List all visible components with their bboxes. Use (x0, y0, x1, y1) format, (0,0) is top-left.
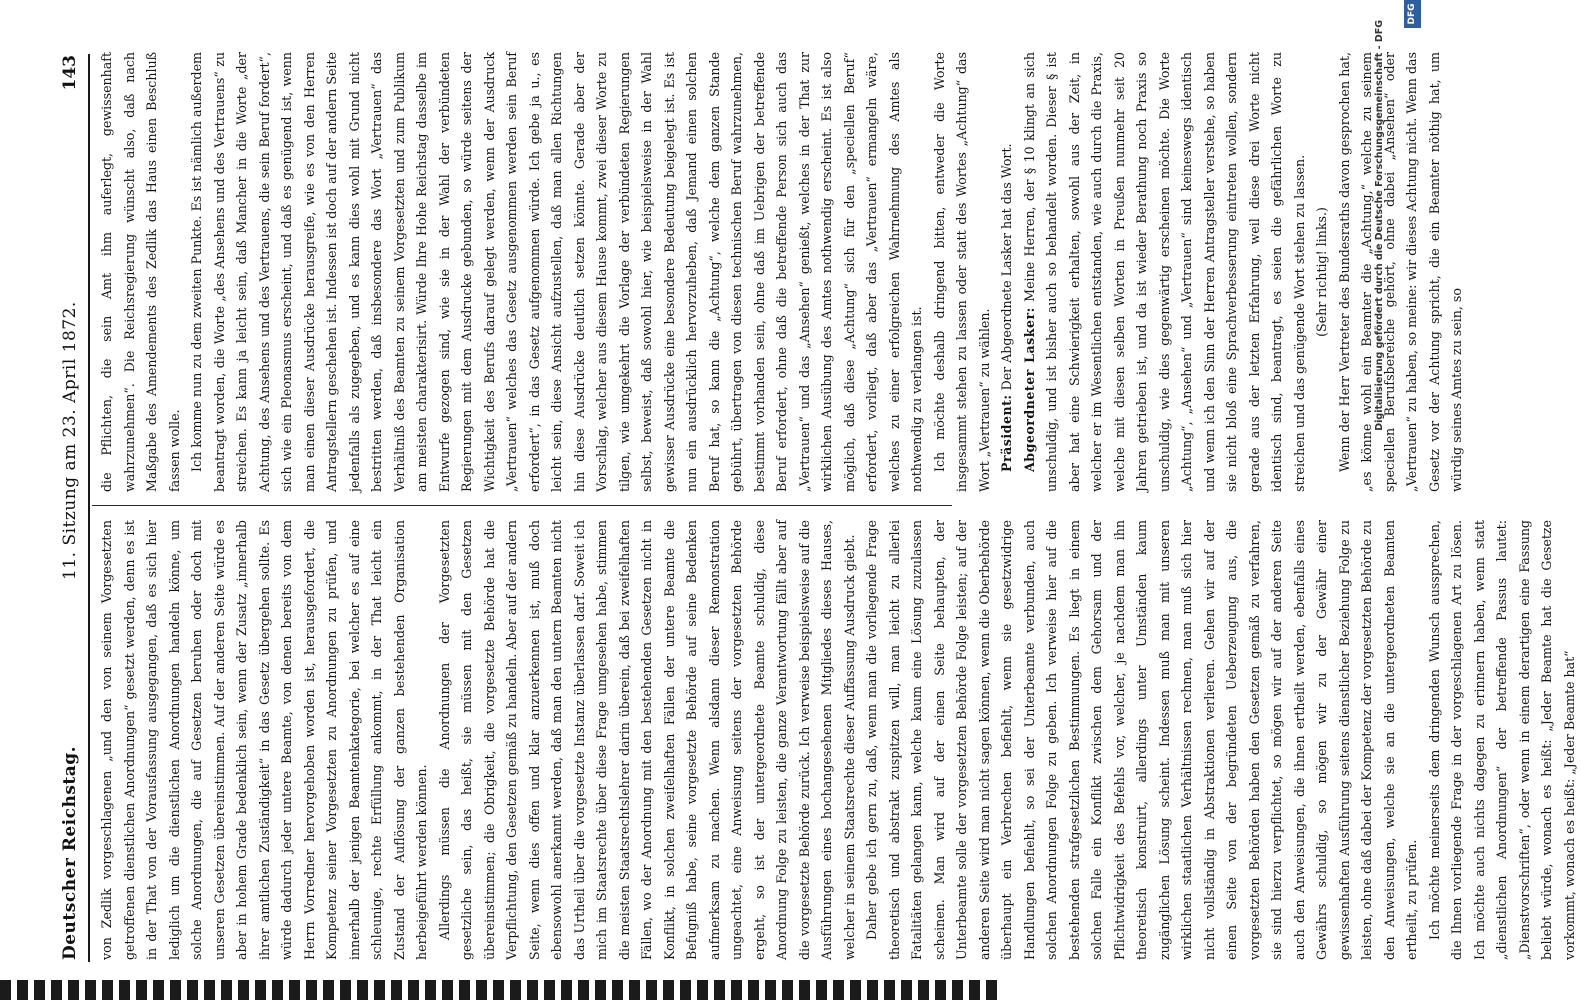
dfg-logo: DFG (1404, 0, 1421, 28)
paragraph: Ich möchte deshalb dringend bitten, entweder die Worte insgesammt stehen zu lassen oder statt des Wortes „Achtung“ das Wort „Vertrauen“ zu wählen. (931, 52, 992, 492)
paragraph: Wenn der Herr Vertreter des Bundesraths davon gesprochen hat, „es könne wohl ein Beamter die „Achtung,“ welche zu seinem speciellen Berufsbereiche gehört, ohne dabei „Ansehen“ oder „Vertrauen“ zu haben, so meine: wir dieses Achtung nicht. Wenn das Gesetz vor der Achtung spricht, die ein Beamter nöthig hat, um würdig seines Amtes zu sein, so (1336, 52, 1464, 492)
paragraph-text: Meine Herren, der § 10 klingt an sich unschuldig, und ist bisher auch so behandelt worden. Dieser § ist aber hat eine Schwierigkeit erhalten, sowohl aus der Zeit, in welcher er im Wesentlichen entstanden, wie auch durch die Praxis, welche mit diesen selben Worten in Preußen nunmehr seit 20 Jahren getrieben ist, und da ist wieder Berathung noch Praxis so unschuldig, wie dies gegenwärtig erscheinen möchte. Die Worte „Achtung“, „Ansehen“ und „Vertrauen“ sind keineswegs identisch und wenn ich den Sinn der Herren Antragsteller verstehe, so haben sie nicht bloß eine Sprachverbesserung eintreten wollen, sondern gerade aus der letzten Erfahrung, weil diese drei Worte nicht identisch sind, beantragt, es seien die gefährlichen Worte zu streichen und das genügende Wort stehen zu lassen. (1021, 52, 1307, 492)
publication-title: Deutscher Reichstag. (60, 745, 80, 960)
paragraph: von Zedlik vorgeschlagenen „und den von seinem Vorgesetzten getroffenen dienstlichen Anordnungen“ gesetzt werden, denn es ist in der That von der Vorausfassung ausgegangen, daß es sich hier lediglich um die dienstlichen Anordnungen handeln könne, um solche Anordnungen, die auf Gesetzen beruhen oder doch mit unseren Gesetzen übereinstimmen. Auf der anderen Seite würde es aber in hohem Grade bedenklich sein, wenn der Zusatz „innerhalb ihrer amtlichen Zuständigkeit“ in das Gesetz übergehen sollte. Es würde dadurch jeder untere Beamte, von denen bereits von dem Herrn Vorredner hervorgehoben worden ist, herausgefordert, die Kompetenz seiner Vorgesetzten zu Anordnungen zu prüfen, und innerhalb der jenigen Beamtenkategorie, bei welcher es auf eine schleunige, rechte Erfüllung ankommt, in der That leicht ein Zustand der Auflösung der ganzen bestehenden Organisation herbeigeführt werden können. (99, 520, 429, 960)
paragraph: Daher gebe ich gern zu, daß, wenn man die vorliegende Frage theoretisch und abstrakt zuspitzen will, man leicht zu allerlei Fatalitäten gelangen kann, welche kaum eine Lösung zuzulassen scheinen. Man wird auf der einen Seite behaupten, der Unterbeamte solle der vorgesetzten Behörde Folge leisten; auf der anderen Seite wird man nicht sagen können, wenn die Oberbehörde überhaupt ein Verbrechen befiehlt, wenn sie gesetzwidrige Handlungen befiehlt, so sei der Unterbeamte verbunden, auch solchen Anordnungen Folge zu geben. Ich verweise hier auf die bestehenden strafgesetzlichen Bestimmungen. Es liegt in einem solchen Falle ein Konflikt zwischen dem Gehorsam und der Pflichtwidrigkeit des Befehls vor, welcher, je nachdem man ihn theoretisch konstruirt, allerdings unter Umständen kaum zugänglichen Lösung scheint. Indessen muß man mit unseren wirklichen staatlichen Verhältnissen rechnen, man muß sich hier nicht vollständig in Abstraktionen verlieren. Gehen wir auf der einen Seite von der begründeten Ueberzeugung aus, die vorgesetzten Behörden haben den Gesetzen gemäß zu verfahren, sie sind hierzu verpflichtet, so mögen wir auf der anderen Seite auch den Anweisungen, die ihnen ertheilt werden, ebenfalls eines Gewährs schuldig, so mögen wir zu der Gewähr einer gewissenhaften Ausführung seitens dienstlicher Beziehung Folge zu leisten, ohne daß dabei der Kompetenz der vorgesetzten Behörde zu den Anweisungen, welche sie an die untergeordneten Beamten ertheilt, zu prüfen. (864, 520, 1419, 960)
session-date: 11. Sitzung am 23. April 1872. (60, 301, 80, 580)
speaker-name: Präsident: (999, 394, 1014, 472)
digitization-note: Digitalisierung gefördert durch die Deutsche Forschungsgemeinschaft - DFG (1374, 20, 1385, 431)
paragraph: Ich komme nun zu dem zweiten Punkte. Es ist nämlich außerdem beantragt worden, die Worte „des Ansehens und des Vertrauens“ zu streichen. Es kann ja leicht sein, daß Mancher in die Worte „der Achtung, des Ansehens und des Vertrauens, die sein Beruf fordert“, sich wie ein Pleonasmus erscheint, und daß es genügend ist, wenn man einen dieser Ausdrücke herausgreife, wie es von den Herren Antragstellern geschehen ist. Indessen ist doch auf der andern Seite jedenfalls als zugegeben, und es kann dies wohl mit Grund nicht bestritten werden, daß insbesondere das Wort „Vertrauen“ das Verhältniß des Beamten zu seinem Vorgesetzten und zum Publikum am meisten charakterisirt. Würde Ihre Hohe Reichstag dasselbe im Entwurfe gezogen sind, wie sie in der Wahl der verbündeten Regierungen mit dem Ausdrucke gebunden, so würde seitens der Wichtigkeit des Berufs darauf gelegt werden, wenn der Ausdruck „Vertrauen“ welches das Gesetz ausgenommen werden sein Beruf erfordert“, in das Gesetz aufgenommen würde. Ich gebe ja u., es leicht sein, diese Ansicht aufzustellen, daß man allen Richtungen hin diese Ausdrücke deutlich setzen könnte. Gerade aber der Vorschlag, welcher aus diesem Hause kommt, zwei dieser Worte zu tilgen, wie umgekehrt die Vorlage der verbündeten Regierungen selbst, beweist, daß sowohl hier, wie beispielsweise in der Wahl gewisser Ausdrücke eine besondere Bedeutung beigelegt ist. Es ist nun ein ausdrücklich hervorzuheben, daß Jemand einen solchen Beruf hat, so kann die „Achtung“, welche dem ganzen Stande gebührt, übertragen von diesen technischen Beruf wahrzunehmen, bestimmt vorhanden sein, ohne daß im Uebrigen der betreffende Beruf erfordert, ohne daß die betreffende Person sich auch das „Vertrauen“ und das „Ansehen“ genießt, welches in der That zur wirklichen Ausübung des Amtes nothwendig erscheint. Es ist also möglich, daß diese „Achtung“ sich für den „speciellen Beruf“ erfordert, vorliegt, daß aber das „Vertrauen“ ermangeln wäre, welches zu einer erfolgreichen Wahrnehmung des Amtes als nothwendig zu verlangen ist. (189, 52, 924, 492)
speaker-name: Abgeordneter Lasker: (1021, 307, 1037, 472)
paragraph: (Sehr richtig! links.) (1314, 207, 1329, 337)
page-number: 143 (60, 55, 80, 91)
paragraph (1019, 52, 1312, 492)
column-divider (92, 505, 952, 506)
paragraph (996, 52, 1019, 492)
header-rule (88, 54, 90, 962)
top-cutoff-strip (0, 980, 1000, 1000)
left-column (96, 520, 1577, 960)
page-header (60, 55, 90, 960)
paragraph-text: Der Abgeordnete Lasker hat das Wort. (999, 143, 1014, 391)
paragraph: Allerdings müssen die Anordnungen der Vorgesetzten gesetzliche sein, das heißt, sie müssen mit den Gesetzen übereinstimmen; die Obrigkeit, die vorgesetzte Behörde hat die Verpflichtung, den Gesetzen gemäß zu handeln. Aber auf der andern Seite, wenn dies offen und klar anzuerkennen ist, muß doch ebensowohl anerkannt werden, daß man den untern Beamten nicht das Urtheil über die vorgesetzte Instanz überlassen darf. Soweit ich mich im Staatsrechte über diese Frage umgesehen habe, stimmen die meisten Staatsrechtslehrer darin überein, daß bei zweifelhaften Fällen, wo der Anordnung mit den bestehenden Gesetzen nicht in Konflikt, in solchen zweifelhaften Fällen der untere Beamte die Befugniß habe, seine vorgesetzte Behörde auf seine Bedenken aufmerksam zu machen. Wenn alsdann dieser Remonstration ungeachtet, eine Anweisung seitens der vorgesetzten Behörde ergeht, so ist der untergeordnete Beamte schuldig, diese Anordnung Folge zu leisten, die ganze Verantwortung fällt aber auf die vorgesetzte Behörde zurück. Ich verweise beispielsweise auf die Ausführungen eines hochangesehenen Mitgliedes dieses Hauses, welcher in seinem Staatsrechte dieser Auffassung Ausdruck giebt. (436, 520, 857, 960)
paragraph: die Pflichten, die sein Amt ihm auferlegt, gewissenhaft wahrzunehmen“. Die Reichsregierung wünscht also, daß nach Maßgabe des Amendements des Zedlik das Haus einen Beschluß fassen wolle. (99, 52, 182, 492)
paragraph: Ich möchte meinerseits dem dringenden Wunsch aussprechen, die Ihnen vorliegende Frage in der vorgeschlagenen Art zu lösen. Ich möchte auch nichts dagegen zu erinnern haben, wenn statt „dienstlichen Anordnungen“ der betreffende Passus lautet: „Dienstvorschriften“, oder wenn in einem derartigen eine Fassung beliebt würde, wonach es heißt: „Jeder Beamte hat die Gesetze vorkommt, wonach es heißt: „Jeder Beamte hat“ (1426, 520, 1577, 960)
